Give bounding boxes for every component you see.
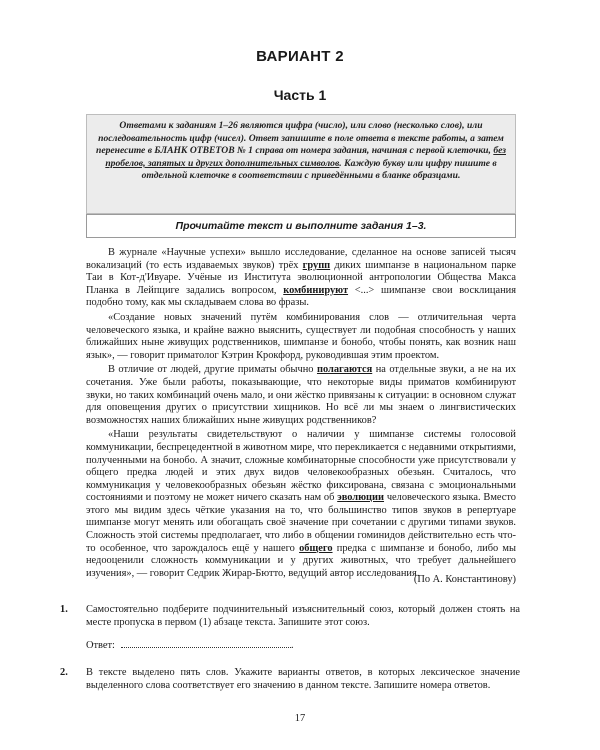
highlighted-word: групп — [302, 259, 331, 271]
paragraph-text: предка с шимпанзе и бонобо, либо мы недооценили сложность коммуникации и у других животных, что требует дальнейшего изучения», — говорит Седрик Жирар-Бютто, ведущий автор исследования. — [86, 542, 516, 579]
question-text: В тексте выделено пять слов. Укажите варианты ответов, в которых лексическое значение выделенного слова соответствует его значению в данном тексте. Запишите номера ответов. — [86, 667, 520, 691]
paragraph-text: «Наши результаты свидетельствуют о наличии у шимпанзе системы голосовой коммуникации, беспрецедентной в животном мире, что перекликается с недавними открытиями, полученными на бонобо. А значит, сложные комбинаторные способности уже присутствовали у общего предка людей и этих двух видов человекообразных обезьян. Считалось, что коммуникация у человекообразных обезьян жёстко фиксирована, связана с эмоциональными состояниями и поэтому не может ничего сказать нам об — [86, 429, 516, 504]
question-text: Самостоятельно подберите подчинительный изъяснительный союз, который должен стоять на месте пропуска в первом (1) абзаце текста. Запишите этот союз. — [86, 604, 520, 628]
variant-title: ВАРИАНТ 2 — [256, 48, 344, 65]
paragraph-text: В журнале «Научные успехи» вышло исследование, сделанное на основе записей тысяч вокализаций (то есть издаваемых звуков) трёх — [86, 247, 516, 271]
paragraph-text: диких шимпанзе в национальном парке Таи в Кот-д'Ивуаре. Учёные из Института эволюционной антропологии Общества Макса Планка в Лейпциге задались вопросом, — [86, 259, 516, 296]
source-attribution: (По А. Константинову) — [413, 574, 516, 585]
paragraph-text: «Создание новых значений путём комбинирования слов — отличительная черта человеческого языка, и крайне важно выяснить, существует ли подобная способность у наших ближайших ныне живущих родственников, шимпанзе и бонобо, чтобы понять, как возник наш язык», — говорит приматолог Кэтрин Крокфорд, руководившая этим проектом. — [86, 311, 516, 361]
instructions-text-end: . Каждую букву или цифру пишите в отдельной клеточке в соответствии с приведёнными в бланке образцами. — [141, 157, 497, 182]
highlighted-word: комбинируют — [283, 284, 349, 296]
text-paragraph — [86, 429, 516, 580]
highlighted-word: полагаются — [316, 364, 373, 376]
highlighted-word: общего — [299, 542, 333, 554]
reading-text — [86, 247, 516, 580]
text-paragraph — [86, 247, 516, 310]
text-paragraph — [86, 312, 516, 362]
paragraph-text: на отдельные звуки, а не на их сочетания. Уже были работы, показывающие, что некоторые виды приматов комбинируют звуки, но таких комбинаций очень мало, и они жёстко привязаны к ситуации: в основном служат для оповещения других о присутствии хищников. Но всё ли мы знаем о лингвистических возможностях наших ближайших ныне живущих родственников? — [86, 364, 516, 426]
question-number: 1. — [60, 604, 68, 615]
part-title: Часть 1 — [273, 87, 327, 103]
answer-label: Ответ: — [86, 640, 115, 651]
paragraph-text: <...> шимпанзе свои восклицания подобно тому, как мы складываем слова во фразы. — [86, 284, 516, 309]
instructions-underlined: без пробелов, запятых и других дополнительных символов — [105, 145, 506, 169]
paragraph-text: В отличие от людей, другие приматы обычно — [108, 364, 317, 376]
page-number: 17 — [294, 713, 306, 724]
question-1 — [60, 603, 520, 629]
answer-row: Ответ: . — [86, 637, 294, 651]
highlighted-word: эволюции — [337, 492, 385, 504]
question-2 — [60, 666, 520, 692]
instructions-box — [86, 114, 516, 214]
answer-input-line[interactable] — [121, 637, 291, 648]
paragraph-text: человеческого языка. Вместо этого мы видим здесь чёткие указания на то, что большинство типов звуков в репертуаре шимпанзе могут менять или обогащать своё значение при сочетании с другими типами звуков. Сложность этой системы предполагает, что либо в общении гоминидов действительно есть что-то особенное, что зарождалось ещё у нашего — [86, 492, 516, 554]
text-paragraph — [86, 364, 516, 427]
question-number: 2. — [60, 667, 68, 678]
instructions-text: Ответами к заданиям 1–26 являются цифра (число), или слово (несколько слов), или последовательность цифр (чисел). Ответ запишите в поле ответа в тексте работы, а затем перенесите в БЛАНК ОТВЕТОВ № 1 справа от номера задания, начиная с первой клеточки, — [96, 120, 504, 157]
task-header: Прочитайте текст и выполните задания 1–3. — [86, 214, 516, 238]
